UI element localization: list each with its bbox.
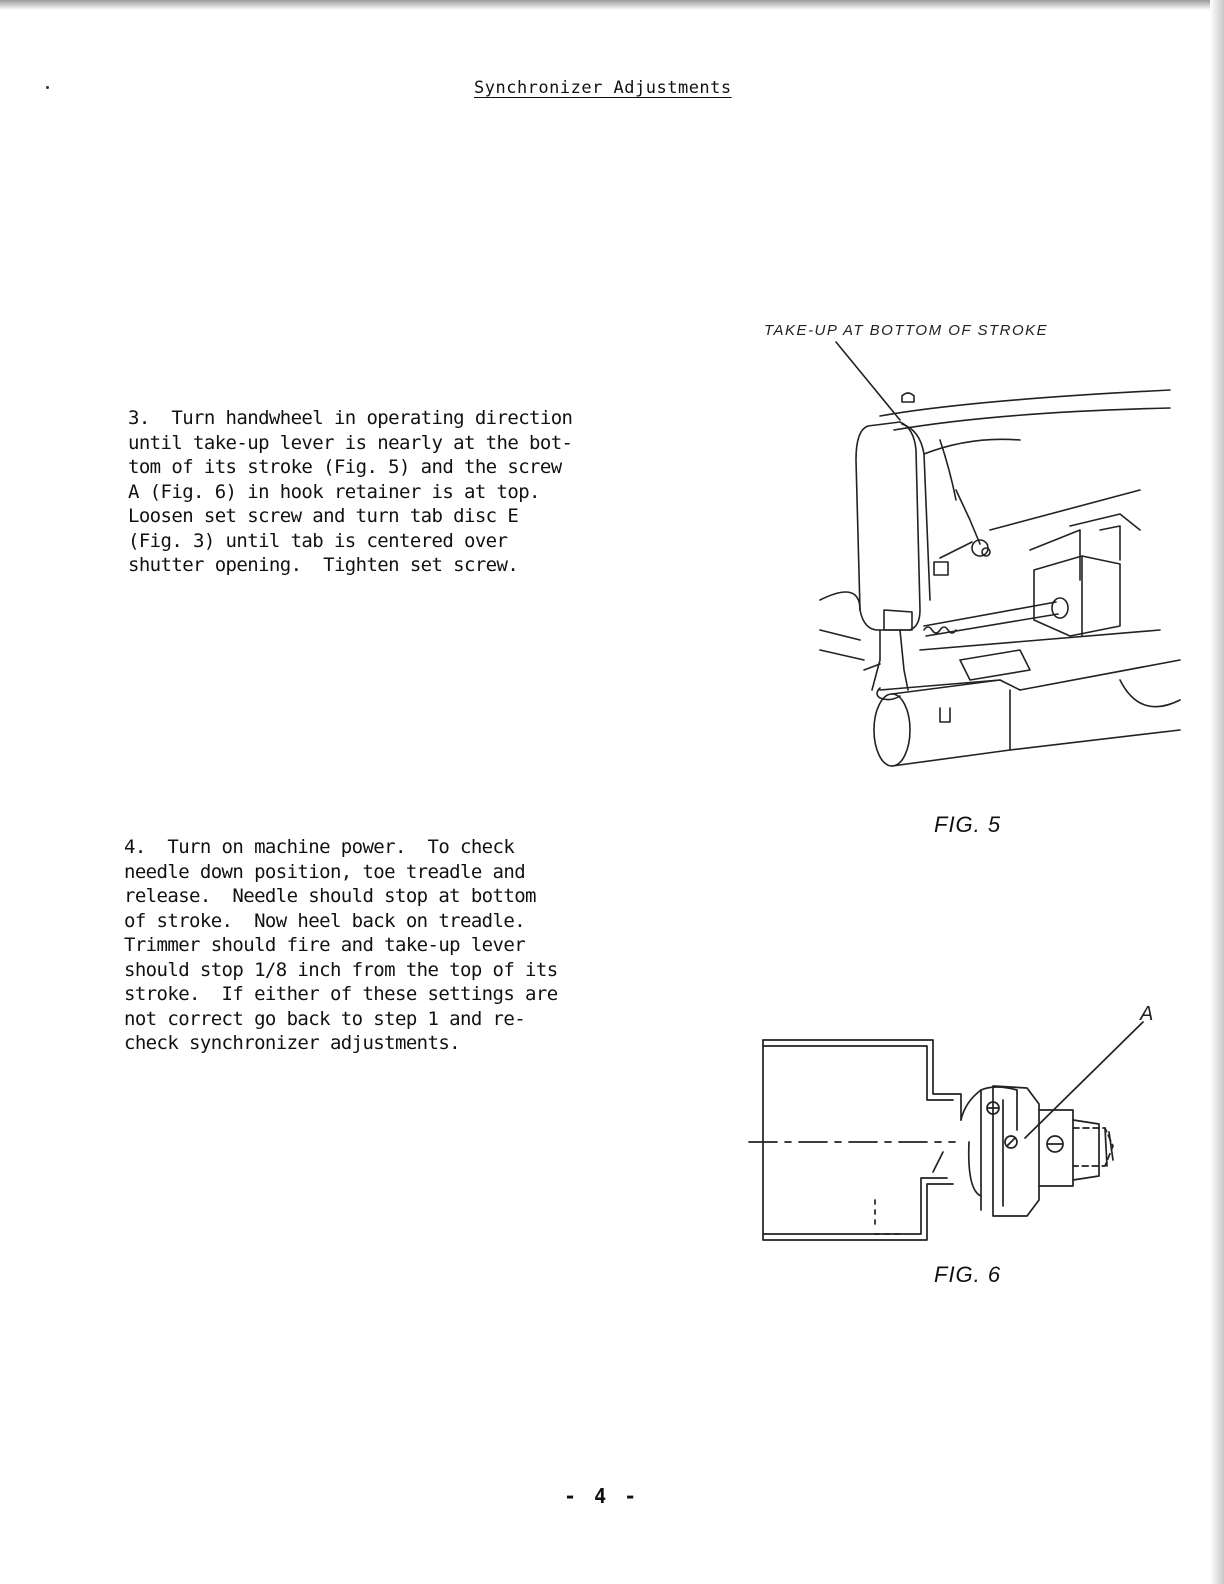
scan-speck [46,86,49,89]
step-4-text: 4. Turn on machine power. To check needle down position, toe treadle and release. Needle should stop at bottom of stroke. Now heel back on treadle. Trimmer should fire and take-up lever should stop 1/8 inch from the top of its stroke. If either of these settings are not correct go back to step 1 and re- check synchronizer adjustments. [124,836,558,1054]
fig5-callout-label: TAKE-UP AT BOTTOM OF STROKE [764,322,1049,339]
scan-edge-right [1210,0,1224,1584]
step-3-text: 3. Turn handwheel in operating direction until take-up lever is nearly at the bot- tom of its stroke (Fig. 5) and the screw A (Fig. 6) in hook retainer is at top. Loosen set screw and turn tab disc E (Fig. 3) until tab is centered over shutter opening. Tighten set screw. [128,407,573,576]
fig6-callout-label-a: A [1140,1003,1154,1025]
scan-edge-top [0,0,1224,10]
page-title: Synchronizer Adjustments [474,78,732,98]
fig5-caption: FIG. 5 [934,812,1002,837]
page-number: - 4 - [564,1484,640,1508]
fig6-hook-retainer-illustration [755,1020,1175,1250]
fig5-sewing-machine-illustration [820,330,1180,770]
fig6-caption: FIG. 6 [934,1262,1002,1287]
